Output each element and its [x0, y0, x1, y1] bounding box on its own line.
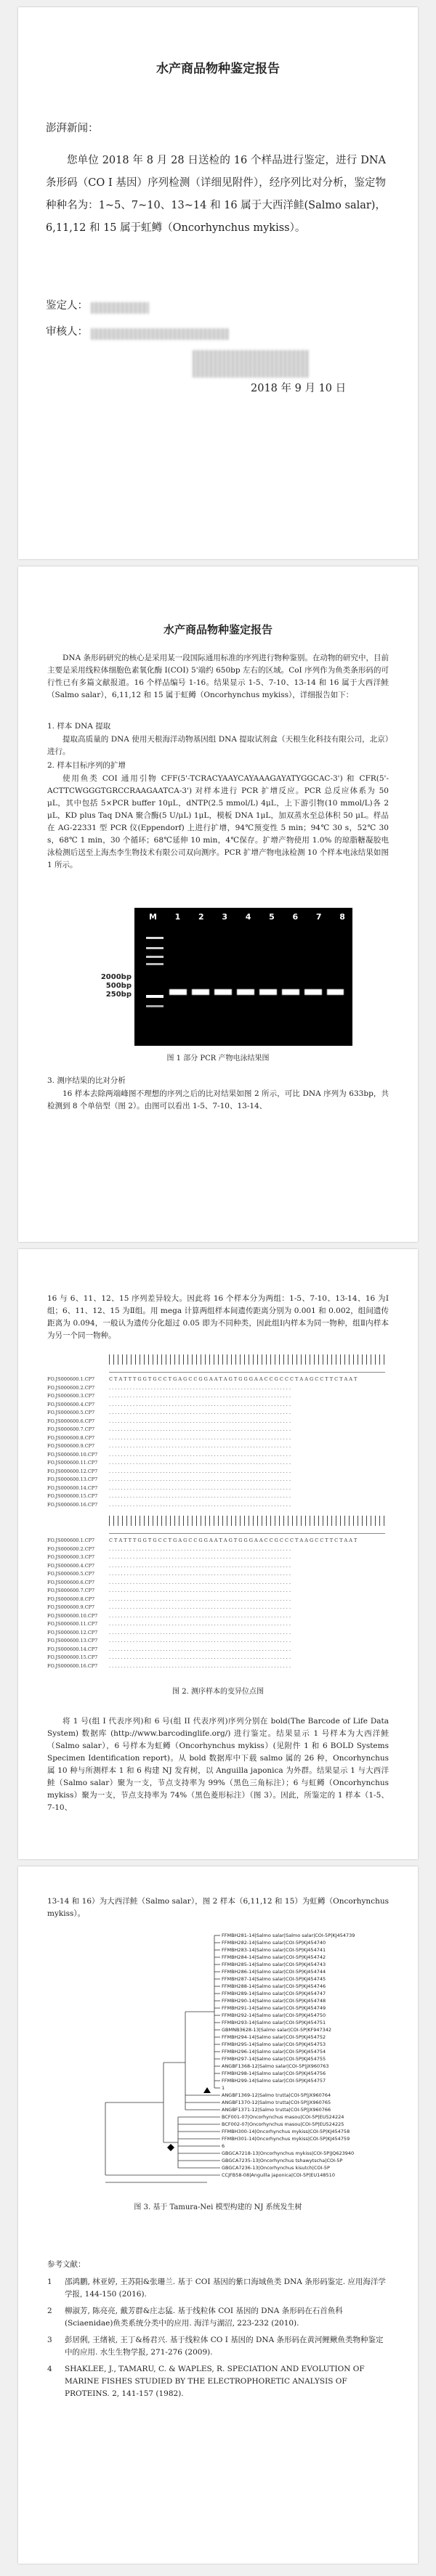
signature-blurred	[91, 328, 229, 340]
reference-item: 4 SHAKLEE, J., TAMARU, C. & WAPLES, R. SPECIATION AND EVOLUTION OF MARINE FISHES STUDIED BY THE ELECTROPHORETIC ANALYSIS OF PROTEINS. 2, 141-157 (1982).	[47, 2365, 365, 2398]
alignment-row: FO.JS000600.13.CP7 . . . . . . . . . . . . . . . . . . . . . . . . . . . . . . . . . . . . . . . . . . . . . . . . . . . . . . . . . . . . .	[47, 1476, 291, 1482]
alignment-row: FO.JS000600.10.CP7 . . . . . . . . . . . . . . . . . . . . . . . . . . . . . . . . . . . . . . . . . . . . . . . . . . . . . . . . . . . . .	[47, 1451, 291, 1458]
section-heading: 3. 测序结果的比对分析	[47, 1076, 126, 1085]
alignment-row: FO.JS000600.11.CP7 . . . . . . . . . . . . . . . . . . . . . . . . . . . . . . . . . . . . . . . . . . . . . . . . . . . . . . . . . . . . .	[47, 1460, 291, 1466]
tree-leaf-label: GBGCA7235-13|Oncorhynchus tshawytscha|COI-5P	[222, 2158, 343, 2163]
tree-leaf-label: ANGBF1370-12|Salmo trutta|COI-5P|JX960765	[222, 2100, 331, 2105]
tree-leaf-label: GBGCA7218-13|Oncorhynchus mykiss|COI-5P|JQ623940	[222, 2150, 355, 2156]
alignment-row: FO.JS000600.10.CP7 . . . . . . . . . . . . . . . . . . . . . . . . . . . . . . . . . . . . . . . . . . . . . . . . . . . . . . . . . . . . .	[47, 1612, 291, 1619]
gel-lane-label: 3	[222, 912, 228, 922]
tree-leaf-label: FFMBH298-14|Salmo salar|COI-5P|KJ454756	[222, 2071, 326, 2076]
result-paragraph: 您单位 2018 年 8 月 28 日送检的 16 个样品进行鉴定，进行 DNA 条形码（CO I 基因）序列检测（详细见附件），经序列比对分析，鉴定物种种名为：1~5、7~10、13~14 和 16 属于大西洋鲑(Salmo salar)，6,11,12 和 15 属于虹鳟（Oncorhynchus mykiss）。	[46, 155, 386, 234]
tree-leaf-label: FFMBH285-14|Salmo salar|COI-5P|KJ454743	[222, 1962, 326, 1967]
report-title: 水产商品物种鉴定报告	[163, 623, 272, 636]
identifier-label: 鉴定人：	[46, 300, 88, 312]
report-page-4	[18, 1866, 418, 2564]
tree-leaf-label: FFMBH291-14|Salmo salar|COI-5P|KJ454749	[222, 2005, 326, 2011]
gel-lane-label: 2	[198, 912, 204, 922]
gel-lane-labels	[149, 912, 345, 922]
alignment-row: FO.JS000600.12.CP7 . . . . . . . . . . . . . . . . . . . . . . . . . . . . . . . . . . . . . . . . . . . . . . . . . . . . . . . . . . . . .	[47, 1629, 291, 1636]
gel-marker-label: 500bp	[105, 982, 132, 990]
tree-leaf-label: CCJFB58-08|Anguilla japonica|COI-5P|EU148510	[222, 2172, 335, 2178]
tree-leaf-label: BCF002-07|Oncorhynchus masou|COI-5P|EU524225	[222, 2121, 344, 2127]
section-text: 16 样本去除两端峰图不理想的序列之后的比对结果如图 2 所示，可比 DNA 序列为 633bp，共检测到 8 个单倍型（图 2）。由图可以看出 1-5、7-10、13-14、	[47, 1089, 389, 1110]
tree-leaf-label: GBGCA7236-13|Oncorhynchus kisutch|COI-5P	[222, 2165, 330, 2171]
tree-leaf-label: ANGBF1368-12|Salmo salar|COI-5P|JX960763	[222, 2063, 329, 2069]
tree-leaf-label: FFMBH297-14|Salmo salar|COI-5P|KJ454755	[222, 2056, 326, 2062]
alignment-row: FO.JS000600.5.CP7 . . . . . . . . . . . . . . . . . . . . . . . . . . . . . . . . . . . . . . . . . . . . . . . . . . . . . . . . . . . . .	[47, 1571, 291, 1577]
report-title: 水产商品物种鉴定报告	[156, 62, 280, 76]
tree-leaf-label: FFMBH300-14|Oncorhynchus mykiss|COI-5P|KJ454758	[222, 2129, 350, 2134]
figure-1-caption: 图 1 部分 PCR 产物电泳结果图	[166, 1055, 270, 1063]
alignment-row: FO.JS000600.15.CP7 . . . . . . . . . . . . . . . . . . . . . . . . . . . . . . . . . . . . . . . . . . . . . . . . . . . . . . . . . . . . .	[47, 1654, 291, 1660]
alignment-row: FO.JS000600.2.CP7 . . . . . . . . . . . . . . . . . . . . . . . . . . . . . . . . . . . . . . . . . . . . . . . . . . . . . . . . . . . . .	[47, 1384, 291, 1391]
references-heading: 参考文献：	[47, 2260, 86, 2269]
alignment-row: FO.JS000600.11.CP7 . . . . . . . . . . . . . . . . . . . . . . . . . . . . . . . . . . . . . . . . . . . . . . . . . . . . . . . . . . . . .	[47, 1621, 291, 1627]
report-page-2	[18, 566, 418, 1242]
alignment-block-1	[47, 1376, 357, 1510]
references-list	[47, 2276, 389, 2405]
gel-lane-label: 7	[315, 912, 322, 922]
tree-leaf-label: FFMBH295-14|Salmo salar|COI-5P|KJ454753	[222, 2041, 326, 2047]
bold-analysis-paragraph: 将 1 号(组 I 代表序列)和 6 号(组 II 代表序列)序列分别在 bold(The Barcode of Life Data System) 数据库 (http://www.barcodinglife.org/) 进行鉴定。结果显示 1 号样本为大西洋鲑（Salmo salar），6 号样本为虹鳟（Oncorhynchus mykiss）(见附件 1 和 6 BOLD Systems Specimen Identification report)。从 bold 数据库中下载 salmo 属的 26 种，Oncorhynchus 属 10 种与所测样本 1 和 6 构建 NJ 发育树，以 Anguilla japonica 为外群。结果显示 1 与大西洋鲑（Salmo salar）聚为一支，节点支持率为 99%（黑色三角标注）；6 与虹鳟（Oncorhynchus mykiss）聚为一支，节点支持率为 74%（黑色菱形标注）（图 3）。因此，所鉴定的 1 样本（1-5、7-10、	[47, 1717, 389, 1812]
alignment-row: FO.JS000600.15.CP7 . . . . . . . . . . . . . . . . . . . . . . . . . . . . . . . . . . . . . . . . . . . . . . . . . . . . . . . . . . . . .	[47, 1493, 291, 1499]
tree-leaf-label: FFMBH284-14|Salmo salar|COI-5P|KJ454742	[222, 1954, 326, 1960]
alignment-row: FO.JS000600.9.CP7 . . . . . . . . . . . . . . . . . . . . . . . . . . . . . . . . . . . . . . . . . . . . . . . . . . . . . . . . . . . . .	[47, 1604, 291, 1610]
section-text: 提取高质量的 DNA 使用天根海洋动物基因组 DNA 提取试剂盒（天根生化科技有限公司，北京）进行。	[47, 735, 389, 756]
alignment-row: FO.JS000600.1.CP7 C T A T T T G G T G C C T G A G C C G G A A T A G T G G G A A C C G C C C T A A G C C T T C T A A T	[47, 1376, 358, 1382]
tree-leaf-label: ANGBF1371-12|Salmo trutta|COI-5P|JX960766	[222, 2107, 331, 2113]
tree-leaf-label: FFMBH288-14|Salmo salar|COI-5P|KJ454746	[222, 1983, 326, 1989]
alignment-row: FO.JS000600.4.CP7 . . . . . . . . . . . . . . . . . . . . . . . . . . . . . . . . . . . . . . . . . . . . . . . . . . . . . . . . . . . . .	[47, 1401, 291, 1407]
tree-leaf-label: 1	[222, 2085, 225, 2091]
tree-leaf-label: 6	[222, 2143, 225, 2149]
gel-lane-label: 1	[174, 912, 181, 922]
seal-blurred	[193, 350, 309, 378]
alignment-row: FO.JS000600.7.CP7 . . . . . . . . . . . . . . . . . . . . . . . . . . . . . . . . . . . . . . . . . . . . . . . . . . . . . . . . . . . . .	[47, 1588, 291, 1593]
reference-item: 2 柳淑芳, 陈亮亮, 戴芳群&庄志猛. 基于线粒体 COI 基因的 DNA 条形码在石首鱼科(Sciaenidae)鱼类系统分类中的应用. 海洋与湖沼, 223-232 (2010).	[47, 2307, 343, 2328]
gel-marker-label: 2000bp	[100, 973, 132, 981]
section-text: 使用鱼类 COI 通用引物 CFF(5'-TCRACYAAYCAYAAAGAYATYGGCAC-3') 和 CFR(5'-ACTTCWGGGTGRCCRAAGAATCA-3') 对样本进行 PCR 扩增反应。PCR 总反应体系为 50 μL，其中包括 5×PCR buffer 10μL，dNTP(2.5 mmol/L) 4μL，上下游引物(10 mmol/L)各 2 μL，KD plus Taq DNA 聚合酶(5 U/μL) 1μL，模板 DNA 1μL，加双蒸水至总体积 50 μL。样品在 AG-22331 型 PCR 仪(Eppendorf) 上进行扩增，94℃预变性 5 min；94℃ 30 s，52℃ 30 s，68℃ 1 min，30 个循环；68℃延伸 10 min，4℃保存。扩增产物使用 1.0% 的琼脂糖凝胶电泳检测后送至上海杰李生物技术有限公司双向测序。PCR 扩增产物电泳检测 10 个样本电泳结果如图 1 所示。	[47, 774, 389, 869]
tree-leaf-label: FFMBH294-14|Salmo salar|COI-5P|KJ454752	[222, 2034, 326, 2040]
gel-marker-labels	[94, 973, 132, 999]
figure-3-caption: 图 3. 基于 Tamura-Nei 模型构建的 NJ 系统发生树	[134, 2203, 302, 2211]
reference-item: 1 邵鸿鹏, 林亚婷, 王苏阳&张珊兰. 基于 COI 基因的紫口海域鱼类 DNA 条形码鉴定. 应用海洋学学报, 144-150 (2016).	[47, 2278, 386, 2299]
gel-lane-label: 6	[292, 912, 299, 922]
alignment-row: FO.JS000600.7.CP7 . . . . . . . . . . . . . . . . . . . . . . . . . . . . . . . . . . . . . . . . . . . . . . . . . . . . . . . . . . . . .	[47, 1426, 291, 1432]
gel-marker-label: 250bp	[105, 991, 132, 999]
alignment-row: FO.JS000600.6.CP7 . . . . . . . . . . . . . . . . . . . . . . . . . . . . . . . . . . . . . . . . . . . . . . . . . . . . . . . . . . . . .	[47, 1579, 291, 1585]
alignment-block-2	[47, 1537, 357, 1671]
report-page-3	[18, 1249, 418, 1859]
alignment-row: FO.JS000600.14.CP7 . . . . . . . . . . . . . . . . . . . . . . . . . . . . . . . . . . . . . . . . . . . . . . . . . . . . . . . . . . . . .	[47, 1646, 291, 1652]
reference-item: 3 彭居俐, 王绪祯, 王丁&杨君兴. 基于线粒体 CO I 基因的 DNA 条形码在黄河鲤鳅鱼类物种鉴定中的应用. 水生生物学报, 271-276 (2009).	[47, 2336, 384, 2357]
gel-electrophoresis-image	[134, 908, 352, 1046]
tree-leaf-label: GBMNB3628-13|Salmo salar|COI-5P|KF947342	[222, 2027, 332, 2033]
alignment-row: FO.JS000600.1.CP7 C T A T T T G G T G C C T G A G C C G G A A T A G T G G G A A C C G C C C T A A G C C T T C T A A T	[47, 1537, 358, 1543]
continued-text: 13-14 和 16）为大西洋鲑（Salmo salar），图 2 样本（6,11,12 和 15）为虹鳟（Oncorhynchus mykiss）。	[47, 1897, 389, 1918]
signature-blurred	[91, 302, 149, 314]
alignment-row: FO.JS000600.16.CP7 . . . . . . . . . . . . . . . . . . . . . . . . . . . . . . . . . . . . . . . . . . . . . . . . . . . . . . . . . . . . .	[47, 1501, 291, 1508]
tree-leaf-label: BCF001-07|Oncorhynchus masou|COI-5P|EU524224	[222, 2114, 344, 2120]
support-diamond-marker	[167, 2144, 174, 2151]
continued-text: 16 与 6、11、12、15 序列差异较大。因此将 16 个样本分为两组：1-5、7-10、13-14、16 为Ⅰ组；6、11、12、15 为Ⅱ组。用 mega 计算两组样本间遗传距离分别为 0.001 和 0.002，组间遗传距离为 0.094，一般认为遗传分化超过 0.05 即为不同种类，因此组Ⅰ内样本为同一物种，组Ⅱ内样本为另一个同一物种。	[47, 1294, 389, 1340]
sequence-alignment-figure	[47, 1354, 389, 1667]
gel-bands	[169, 989, 344, 995]
tree-leaf-label: FFMBH287-14|Salmo salar|COI-5P|KJ454745	[222, 1976, 326, 1982]
tree-leaf-label: FFMBH290-14|Salmo salar|COI-5P|KJ454748	[222, 1998, 326, 2004]
tree-leaf-label: FFMBH293-14|Salmo salar|COI-5P|KJ454751	[222, 2020, 326, 2026]
alignment-row: FO.JS000600.8.CP7 . . . . . . . . . . . . . . . . . . . . . . . . . . . . . . . . . . . . . . . . . . . . . . . . . . . . . . . . . . . . .	[47, 1596, 291, 1602]
alignment-ruler	[109, 1516, 385, 1526]
tree-leaf-label: FFMBH281-14|Salmo salar|Salmo salar|COI-5P|KJ454739	[222, 1933, 355, 1938]
gel-lane-label: 8	[339, 912, 345, 922]
figure-2-caption: 图 2. 测序样本的变异位点图	[172, 1688, 264, 1696]
alignment-row: FO.JS000600.13.CP7 . . . . . . . . . . . . . . . . . . . . . . . . . . . . . . . . . . . . . . . . . . . . . . . . . . . . . . . . . . . . .	[47, 1638, 291, 1643]
tree-leaf-label: FFMBH292-14|Salmo salar|COI-5P|KJ454750	[222, 2012, 326, 2018]
support-triangle-marker	[203, 2087, 211, 2093]
reviewer-label: 审核人：	[46, 326, 88, 338]
report-date: 2018 年 9 月 10 日	[251, 383, 347, 394]
alignment-row: FO.JS000600.2.CP7 . . . . . . . . . . . . . . . . . . . . . . . . . . . . . . . . . . . . . . . . . . . . . . . . . . . . . . . . . . . . .	[47, 1545, 291, 1552]
alignment-row: FO.JS000600.3.CP7 . . . . . . . . . . . . . . . . . . . . . . . . . . . . . . . . . . . . . . . . . . . . . . . . . . . . . . . . . . . . .	[47, 1393, 291, 1399]
gel-lane-label: 5	[269, 912, 275, 922]
alignment-row: FO.JS000600.5.CP7 . . . . . . . . . . . . . . . . . . . . . . . . . . . . . . . . . . . . . . . . . . . . . . . . . . . . . . . . . . . . .	[47, 1410, 291, 1415]
report-page-1	[18, 7, 418, 559]
tree-leaf-label: FFMBH296-14|Salmo salar|COI-5P|KJ454754	[222, 2049, 326, 2055]
tree-leaf-label: FFMBH286-14|Salmo salar|COI-5P|KJ454744	[222, 1969, 326, 1975]
alignment-row: FO.JS000600.6.CP7 . . . . . . . . . . . . . . . . . . . . . . . . . . . . . . . . . . . . . . . . . . . . . . . . . . . . . . . . . . . . .	[47, 1418, 291, 1424]
alignment-row: FO.JS000600.12.CP7 . . . . . . . . . . . . . . . . . . . . . . . . . . . . . . . . . . . . . . . . . . . . . . . . . . . . . . . . . . . . .	[47, 1468, 291, 1474]
tree-leaf-label: FFMBH301-14|Oncorhynchus mykiss|COI-5P|KJ454759	[222, 2136, 350, 2142]
tree-leaf-label: FFMBH299-14|Salmo salar|COI-5P|KJ454757	[222, 2078, 326, 2084]
alignment-row: FO.JS000600.8.CP7 . . . . . . . . . . . . . . . . . . . . . . . . . . . . . . . . . . . . . . . . . . . . . . . . . . . . . . . . . . . . .	[47, 1434, 291, 1441]
greeting: 澎湃新闻：	[46, 123, 99, 134]
tree-leaf-label: ANGBF1369-12|Salmo trutta|COI-5P|JX960764	[222, 2092, 331, 2098]
alignment-row: FO.JS000600.3.CP7 . . . . . . . . . . . . . . . . . . . . . . . . . . . . . . . . . . . . . . . . . . . . . . . . . . . . . . . . . . . . .	[47, 1554, 291, 1560]
tree-leaf-label: FFMBH289-14|Salmo salar|COI-5P|KJ454747	[222, 1991, 326, 1996]
gel-lane-label: M	[149, 912, 157, 922]
alignment-row: FO.JS000600.4.CP7 . . . . . . . . . . . . . . . . . . . . . . . . . . . . . . . . . . . . . . . . . . . . . . . . . . . . . . . . . . . . .	[47, 1562, 291, 1569]
intro-paragraph: DNA 条形码研究的核心是采用某一段国际通用标准的序列进行物种鉴别。在动物的研究中，目前主要是采用线粒体细胞色素氧化酶 I(COI) 5'端约 650bp 左右的区域。CoI 序列作为鱼类条形码的可行性已有多篇文献报道。16 个样品编号 1-16。结果显示 1-5、7-10、13-14 和 16 属于大西洋鲑（Salmo salar），6,11,12 和 15 属于虹鳟（Oncorhynchus mykiss），详细报告如下：	[47, 654, 389, 699]
gel-lane-label: 4	[245, 912, 251, 922]
alignment-ruler	[109, 1354, 385, 1365]
alignment-row: FO.JS000600.14.CP7 . . . . . . . . . . . . . . . . . . . . . . . . . . . . . . . . . . . . . . . . . . . . . . . . . . . . . . . . . . . . .	[47, 1484, 291, 1491]
section-heading: 1. 样本 DNA 提取	[47, 722, 111, 731]
alignment-row: FO.JS000600.16.CP7 . . . . . . . . . . . . . . . . . . . . . . . . . . . . . . . . . . . . . . . . . . . . . . . . . . . . . . . . . . . . .	[47, 1662, 291, 1669]
tree-leaf-labels	[222, 1932, 396, 2179]
tree-leaf-label: FFMBH283-14|Salmo salar|COI-5P|KJ454741	[222, 1947, 326, 1953]
section-heading: 2. 样本目标序列的扩增	[47, 761, 126, 770]
alignment-row: FO.JS000600.9.CP7 . . . . . . . . . . . . . . . . . . . . . . . . . . . . . . . . . . . . . . . . . . . . . . . . . . . . . . . . . . . . .	[47, 1443, 291, 1449]
tree-leaf-label: FFMBH282-14|Salmo salar|COI-5P|KJ454740	[222, 1940, 326, 1946]
